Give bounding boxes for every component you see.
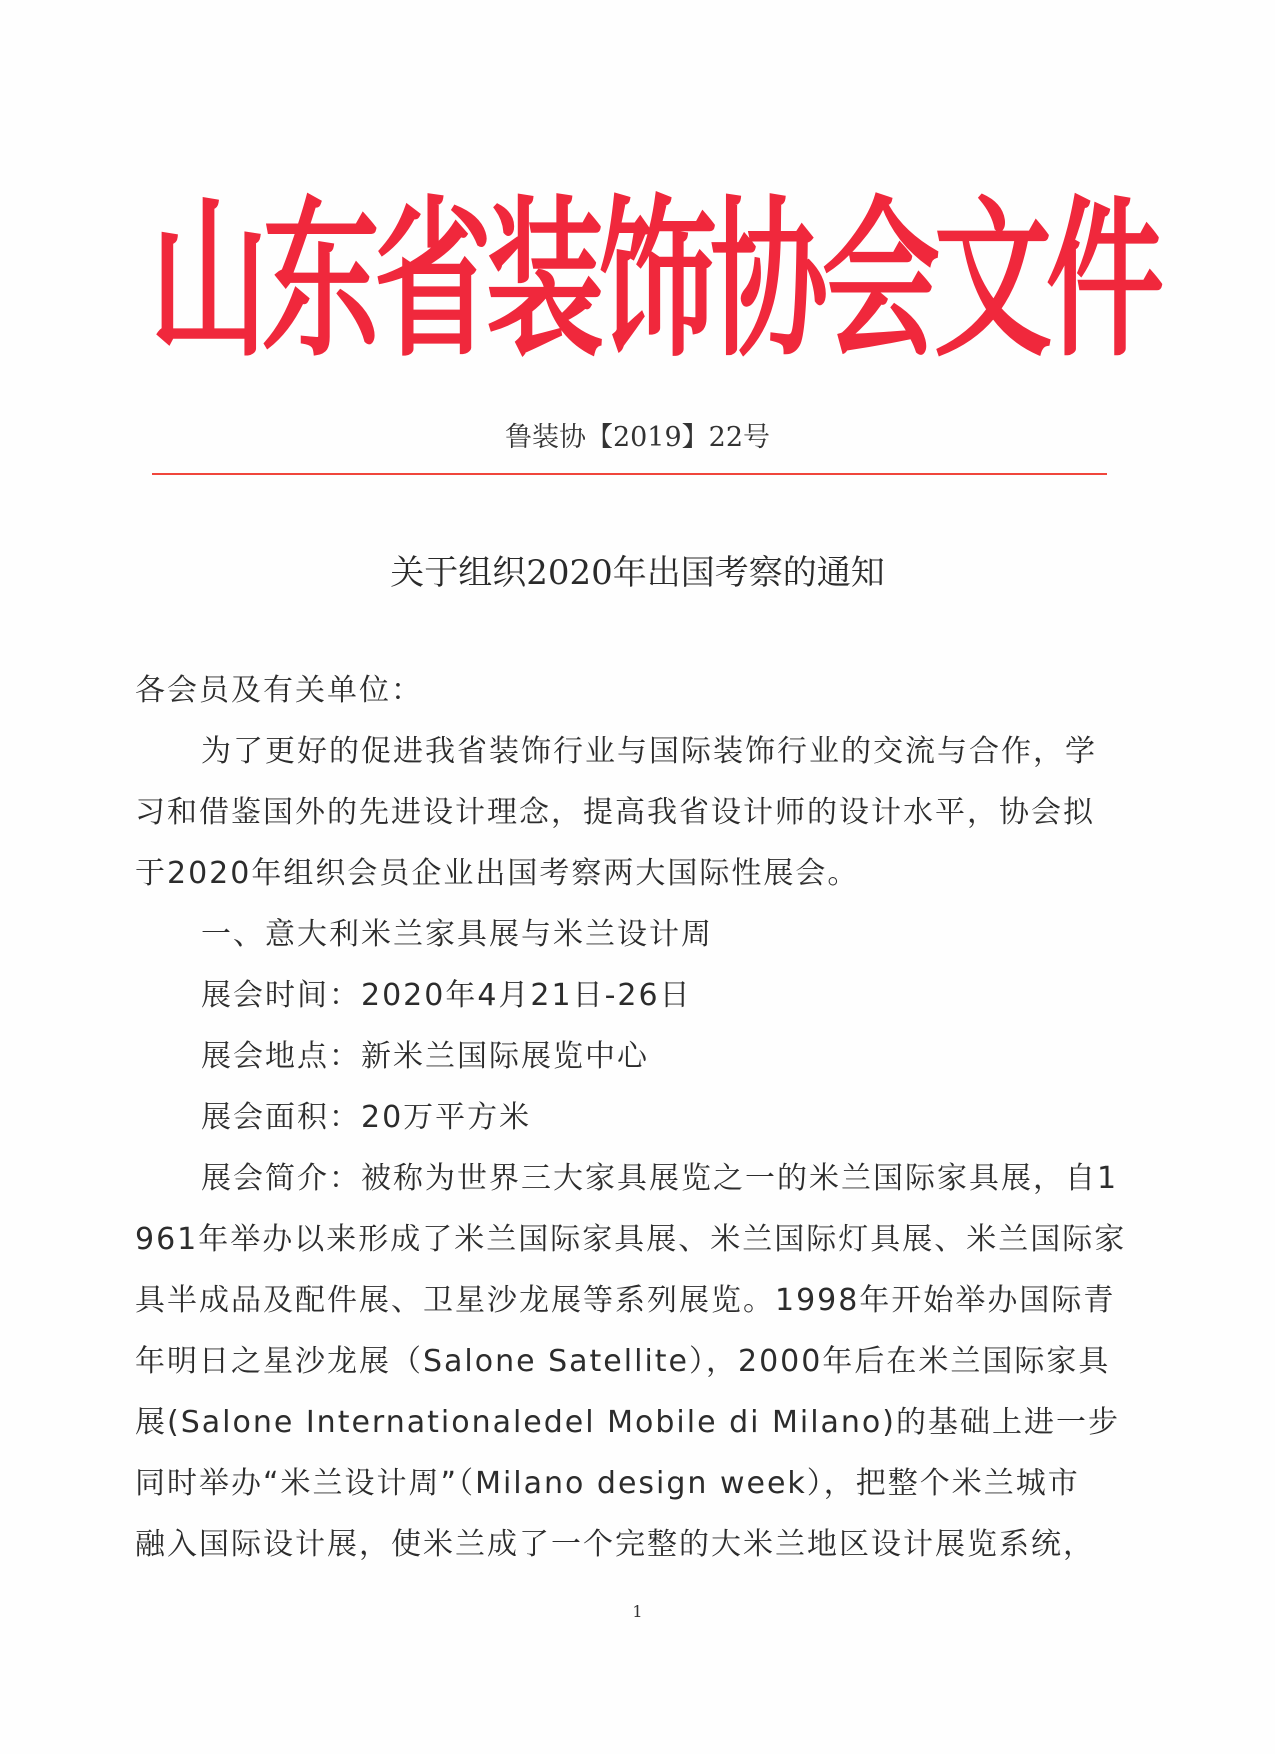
page-number: 1 xyxy=(632,1602,643,1621)
masthead-title: 山东省装饰协会文件 xyxy=(150,179,1159,381)
exhibition-intro: 展会简介：被称为世界三大家具展览之一的米兰国际家具展，自1 xyxy=(201,1161,1119,1196)
body-line: 同时举办“米兰设计周”（Milano design week），把整个米兰城市 xyxy=(135,1466,1080,1501)
exhibition-time: 展会时间：2020年4月21日-26日 xyxy=(201,978,692,1013)
body-line: 展(Salone Internationaledel Mobile di Milano)的基础上进一步 xyxy=(135,1405,1120,1440)
body-line: 具半成品及配件展、卫星沙龙展等系列展览。1998年开始举办国际青 xyxy=(135,1283,1116,1318)
salutation-line: 各会员及有关单位： xyxy=(135,673,423,708)
body-line: 融入国际设计展，使米兰成了一个完整的大米兰地区设计展览系统， xyxy=(135,1527,1095,1562)
body-line: 961年举办以来形成了米兰国际家具展、米兰国际灯具展、米兰国际家 xyxy=(135,1222,1127,1257)
notice-body xyxy=(135,660,1145,1575)
section-heading: 一、意大利米兰家具展与米兰设计周 xyxy=(201,917,713,952)
exhibition-venue: 展会地点：新米兰国际展览中心 xyxy=(201,1039,649,1074)
exhibition-area: 展会面积：20万平方米 xyxy=(201,1100,532,1135)
body-line: 习和借鉴国外的先进设计理念，提高我省设计师的设计水平，协会拟 xyxy=(135,795,1095,830)
notice-title: 关于组织2020年出国考察的通知 xyxy=(390,553,885,593)
body-line: 为了更好的促进我省装饰行业与国际装饰行业的交流与合作，学 xyxy=(201,734,1097,769)
red-divider-rule xyxy=(152,473,1107,475)
body-line: 年明日之星沙龙展（Salone Satellite），2000年后在米兰国际家具 xyxy=(135,1344,1111,1379)
document-number: 鲁装协【2019】22号 xyxy=(504,422,771,453)
body-line: 于2020年组织会员企业出国考察两大国际性展会。 xyxy=(135,856,860,891)
